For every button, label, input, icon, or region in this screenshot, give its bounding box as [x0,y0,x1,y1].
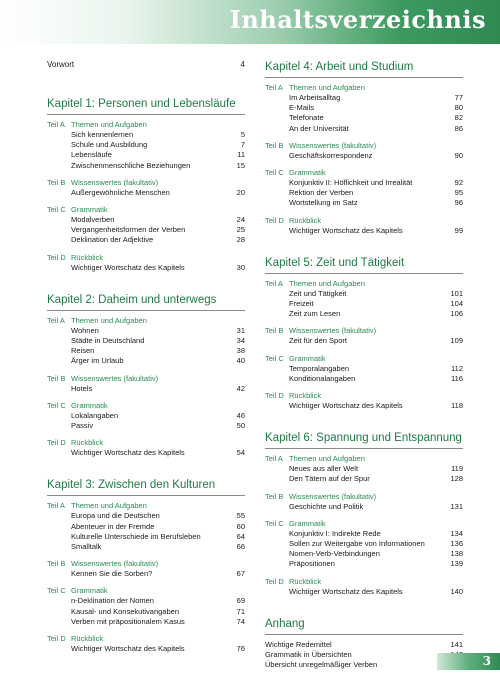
section-label: Teil A [47,315,65,325]
section-name: Grammatik [71,586,108,596]
toc-entry[interactable] [47,596,245,606]
toc-entry[interactable] [47,511,245,521]
section-name: Rückblick [289,215,322,225]
toc-entry[interactable] [47,448,245,458]
toc-entry[interactable] [47,326,245,336]
section-name: Grammatik [289,168,326,178]
section-label: Teil C [47,400,66,410]
entry-text: Den Tätern auf der Spur [289,474,370,484]
section-name: Grammatik [289,353,326,363]
toc-entry[interactable] [47,336,245,346]
entry-text: Geschichte und Politik [289,501,364,511]
section-block [47,178,245,198]
entry-text: Wortstellung im Satz [289,198,358,208]
entry-text: Europa und die Deutschen [71,511,160,521]
section-block [265,454,463,484]
section-heading [47,401,245,411]
toc-entry[interactable] [265,93,463,103]
section-label: Teil B [47,177,66,187]
entry-text: Modalverben [71,215,115,225]
entry-text: Passiv [71,421,94,431]
entry-text: Rektion der Verben [289,188,354,198]
entry-text: Vorwort [47,60,75,69]
entry-page: 4 [240,60,245,69]
entry-page: 118 [451,401,463,411]
entry-text: Wichtiger Wortschatz des Kapitels [71,448,185,458]
section-heading [47,178,245,188]
section-name: Wissenswertes (fakultativ) [289,491,377,501]
anhang-title: Anhang [265,617,463,635]
section-heading [265,354,463,364]
toc-entry[interactable] [265,364,463,374]
entry-text: Neues aus aller Welt [289,464,359,474]
toc-entry[interactable] [47,235,245,245]
toc-entry[interactable] [47,411,245,421]
entry-page: 55 [236,511,245,521]
entry-text: Kennen Sie die Sorben? [71,569,153,579]
section-label: Teil D [47,634,66,644]
toc-entry[interactable] [47,356,245,366]
section-name: Themen und Aufgaben [71,501,147,511]
entry-text: Wichtiger Wortschatz des Kapitels [71,262,185,272]
entry-page: 104 [450,299,463,309]
entry-page: 136 [450,539,463,549]
section-name: Themen und Aufgaben [71,120,147,129]
toc-column-left [47,60,245,674]
entry-text: Deklination der Adjektive [71,235,154,245]
entry-text: Außergewöhnliche Menschen [71,187,170,197]
section-name: Wissenswertes (fakultativ) [289,326,377,336]
toc-entry[interactable] [265,124,463,134]
toc-entry[interactable] [47,225,245,235]
entry-page: 101 [450,288,463,298]
section-heading [47,634,245,644]
section-label: Teil B [265,140,284,150]
toc-entry[interactable] [47,188,245,198]
entry-page: 139 [450,559,463,569]
toc-entry[interactable] [47,532,245,542]
entry-text: Reisen [71,346,95,356]
entry-page: 38 [236,346,245,356]
entry-page: 34 [236,336,245,346]
entry-page: 77 [454,93,463,102]
toc-entry[interactable] [265,502,463,512]
entry-page: 138 [450,549,463,559]
section-label: Teil B [265,491,284,501]
entry-page: 30 [236,262,245,272]
entry-page: 109 [450,336,463,346]
section-name: Wissenswertes (fakultativ) [71,177,159,187]
toc-entry[interactable] [265,529,463,539]
section-block [265,279,463,320]
entry-text: Ärger im Urlaub [71,356,124,366]
section-label: Teil D [47,252,66,262]
entry-page: 80 [454,103,463,113]
section-name: Themen und Aufgaben [289,454,365,464]
section-name: Grammatik [71,400,108,410]
section-heading [47,559,245,569]
section-block [47,438,245,458]
section-name: Wissenswertes (fakultativ) [71,559,159,569]
section-label: Teil D [265,391,284,401]
entry-page: 50 [236,421,245,431]
section-name: Rückblick [71,634,104,644]
entry-text: Telefonate [289,113,324,123]
entry-text: Grammatik in Übersichten [265,650,352,660]
section-block [265,354,463,384]
toc-entry[interactable] [47,542,245,552]
chapter-block [47,293,245,459]
section-heading [265,168,463,178]
toc-entry[interactable] [265,178,463,188]
toc-entry[interactable] [265,198,463,208]
entry-text: Präpositionen [289,559,335,569]
entry-text: Abenteuer in der Fremde [71,521,155,531]
section-name: Rückblick [289,391,322,401]
entry-text: Temporalangaben [289,363,350,373]
section-heading [265,279,463,289]
section-block [265,391,463,411]
chapter-title[interactable]: Kapitel 4: Arbeit und Studium [265,60,463,78]
entry-page: 54 [236,448,245,458]
entry-page: 96 [454,198,463,208]
entry-text: Zeit zum Lesen [289,309,341,319]
section-block [47,586,245,627]
entry-page: 90 [454,150,463,160]
toc-entry-vorwort[interactable] [47,60,245,70]
toc-entry[interactable] [47,161,245,171]
section-heading [47,253,245,263]
toc-entry[interactable] [265,374,463,384]
entry-page: 42 [236,383,245,393]
section-name: Grammatik [289,518,326,528]
entry-page: 140 [450,586,463,596]
entry-page: 128 [450,474,463,484]
entry-text: Wohnen [71,325,99,335]
entry-page: 74 [236,616,245,626]
toc-entry[interactable] [47,644,245,654]
chapter-block [265,60,463,236]
entry-text: Nomen-Verb-Verbindungen [289,549,380,559]
page-number: 3 [482,654,491,668]
entry-page: 28 [236,235,245,245]
entry-page: 99 [454,225,463,235]
section-heading [47,374,245,384]
toc-entry[interactable] [265,559,463,569]
header-banner [0,0,500,44]
entry-page: 116 [451,373,463,383]
entry-text: Im Arbeitsalltag [289,93,341,102]
toc-entry[interactable] [265,549,463,559]
toc-entry[interactable] [265,587,463,597]
section-name: Grammatik [71,205,108,215]
toc-column-right [265,60,463,690]
section-heading [265,83,463,93]
chapter-block [47,478,245,654]
section-heading [47,501,245,511]
anhang-entry[interactable] [265,660,463,670]
toc-entry[interactable] [47,263,245,273]
entry-text: n-Deklination der Nomen [71,596,154,606]
entry-page: 25 [236,225,245,235]
entry-page: 69 [236,596,245,606]
section-label: Teil D [47,438,66,448]
section-label: Teil A [265,454,283,464]
section-label: Teil C [265,518,284,528]
toc-entry[interactable] [47,617,245,627]
section-block [265,492,463,512]
entry-text: Geschäftskorrespondenz [289,150,373,160]
chapter-block [47,97,245,273]
chapter-title[interactable]: Kapitel 1: Personen und Lebensläufe [47,97,245,115]
section-block [265,168,463,209]
entry-text: E-Mails [289,103,315,113]
entry-page: 92 [454,178,463,188]
page-title: Inhaltsverzeichnis [229,5,486,34]
toc-entry[interactable] [265,151,463,161]
toc-entry[interactable] [265,226,463,236]
chapter-title[interactable]: Kapitel 3: Zwischen den Kulturen [47,478,245,496]
entry-page: 106 [450,309,463,319]
section-heading [265,141,463,151]
section-block [47,501,245,552]
section-label: Teil D [265,215,284,225]
toc-entry[interactable] [265,464,463,474]
section-label: Teil C [47,205,66,215]
toc-entry[interactable] [265,113,463,123]
entry-text: Wichtiger Wortschatz des Kapitels [71,644,185,654]
section-block [265,326,463,346]
toc-entry[interactable] [265,188,463,198]
entry-text: Zeit und Tätigkeit [289,288,347,298]
entry-text: Konditionalangaben [289,373,356,383]
section-heading [265,577,463,587]
entry-page: 64 [236,531,245,541]
entry-text: Sich kennenlernen [71,130,134,139]
section-label: Teil C [47,586,66,596]
section-label: Teil C [265,168,284,178]
section-label: Teil B [47,373,66,383]
entry-text: Kausal- und Konsekutivangaben [71,606,179,616]
entry-page: 5 [240,130,245,139]
entry-text: Lokalangaben [71,410,119,420]
anhang-entry[interactable] [265,650,463,660]
section-block [265,577,463,597]
section-block [47,316,245,367]
section-block [47,253,245,273]
section-block [265,141,463,161]
entry-page: 119 [451,464,463,474]
section-heading [47,586,245,596]
entry-text: Wichtiger Wortschatz des Kapitels [289,586,403,596]
entry-text: Sollen zur Weitergabe von Informationen [289,539,425,549]
section-heading [265,519,463,529]
toc-entry[interactable] [47,215,245,225]
toc-entry[interactable] [265,299,463,309]
toc-entry[interactable] [47,150,245,160]
entry-text: Freizeit [289,299,314,309]
entry-text: Wichtige Redemittel [265,639,332,649]
entry-page: 67 [236,569,245,579]
section-block [265,216,463,236]
anhang-block [265,617,463,671]
toc-entry[interactable] [47,384,245,394]
entry-text: Smalltalk [71,542,102,552]
entry-page: 24 [236,215,245,225]
section-label: Teil A [47,120,65,129]
section-label: Teil A [265,278,283,288]
toc-entry[interactable] [47,421,245,431]
chapter-title[interactable]: Kapitel 5: Zeit und Tätigkeit [265,256,463,274]
entry-page: 60 [236,521,245,531]
entry-text: Konjunktiv II: Höflichkeit und Irrealität [289,178,413,188]
entry-page: 86 [454,123,463,133]
section-heading [47,438,245,448]
section-heading [265,391,463,401]
toc-entry[interactable] [265,289,463,299]
entry-text: Lebensläufe [71,150,112,160]
entry-page: 20 [236,187,245,197]
toc-entry[interactable] [265,103,463,113]
entry-page: 134 [450,528,463,538]
entry-text: Verben mit präpositionalem Kasus [71,616,185,626]
toc-entry[interactable] [265,474,463,484]
entry-page: 31 [236,325,245,335]
toc-entry[interactable] [47,140,245,150]
section-heading [47,120,245,130]
section-block [265,83,463,134]
toc-entry[interactable] [47,522,245,532]
chapter-block [265,256,463,411]
chapter-block [265,431,463,597]
section-heading [265,454,463,464]
entry-page: 141 [450,639,463,649]
section-name: Wissenswertes (fakultativ) [71,373,159,383]
entry-page: 46 [236,410,245,420]
toc-entry[interactable] [47,346,245,356]
section-heading [265,216,463,226]
section-label: Teil A [47,501,65,511]
section-label: Teil D [265,576,284,586]
entry-page: 15 [236,160,245,170]
entry-page: 40 [236,356,245,366]
section-heading [47,316,245,326]
section-name: Wissenswertes (fakultativ) [289,140,377,150]
toc-entry[interactable] [47,569,245,579]
section-heading [47,205,245,215]
entry-page: 71 [236,606,245,616]
section-heading [265,326,463,336]
section-label: Teil B [265,326,284,336]
entry-text: Vergangenheitsformen der Verben [71,225,186,235]
section-block [47,634,245,654]
entry-text: Wichtiger Wortschatz des Kapitels [289,225,403,235]
entry-page: 112 [451,363,463,373]
toc-entry[interactable] [47,130,245,140]
entry-text: Konjunktiv I: Indirekte Rede [289,528,381,538]
section-block [47,401,245,431]
page-number-tab [437,653,500,670]
anhang-entry[interactable] [265,640,463,650]
entry-text: Übersicht unregelmäßiger Verben [265,660,378,670]
section-label: Teil A [265,83,283,92]
entry-text: Hotels [71,383,93,393]
entry-text: Zeit für den Sport [289,336,347,346]
entry-page: 7 [240,140,245,150]
toc-entry[interactable] [265,309,463,319]
entry-page: 82 [454,113,463,123]
section-block [47,374,245,394]
section-name: Themen und Aufgaben [289,278,365,288]
entry-page: 131 [450,501,463,511]
section-block [47,559,245,579]
entry-text: An der Universität [289,123,349,133]
section-name: Themen und Aufgaben [71,315,147,325]
toc-entry[interactable] [265,539,463,549]
entry-text: Zwischenmenschliche Beziehungen [71,160,191,170]
entry-text: Wichtiger Wortschatz des Kapitels [289,401,403,411]
toc-entry[interactable] [47,607,245,617]
section-block [47,120,245,171]
chapter-title[interactable]: Kapitel 6: Spannung und Entspannung [265,431,463,449]
section-heading [265,492,463,502]
section-name: Rückblick [71,252,104,262]
section-block [47,205,245,246]
section-block [265,519,463,570]
chapter-title[interactable]: Kapitel 2: Daheim und unterwegs [47,293,245,311]
section-name: Themen und Aufgaben [289,83,365,92]
entry-page: 95 [454,188,463,198]
entry-page: 66 [236,542,245,552]
entry-text: Kulturelle Unterschiede im Berufsleben [71,531,201,541]
toc-entry[interactable] [265,336,463,346]
section-name: Rückblick [289,576,322,586]
entry-page: 76 [236,644,245,654]
section-label: Teil B [47,559,66,569]
section-label: Teil C [265,353,284,363]
entry-text: Städte in Deutschland [71,336,145,346]
toc-entry[interactable] [265,401,463,411]
entry-text: Schule und Ausbildung [71,140,148,150]
entry-page: 11 [237,150,245,160]
section-name: Rückblick [71,438,104,448]
